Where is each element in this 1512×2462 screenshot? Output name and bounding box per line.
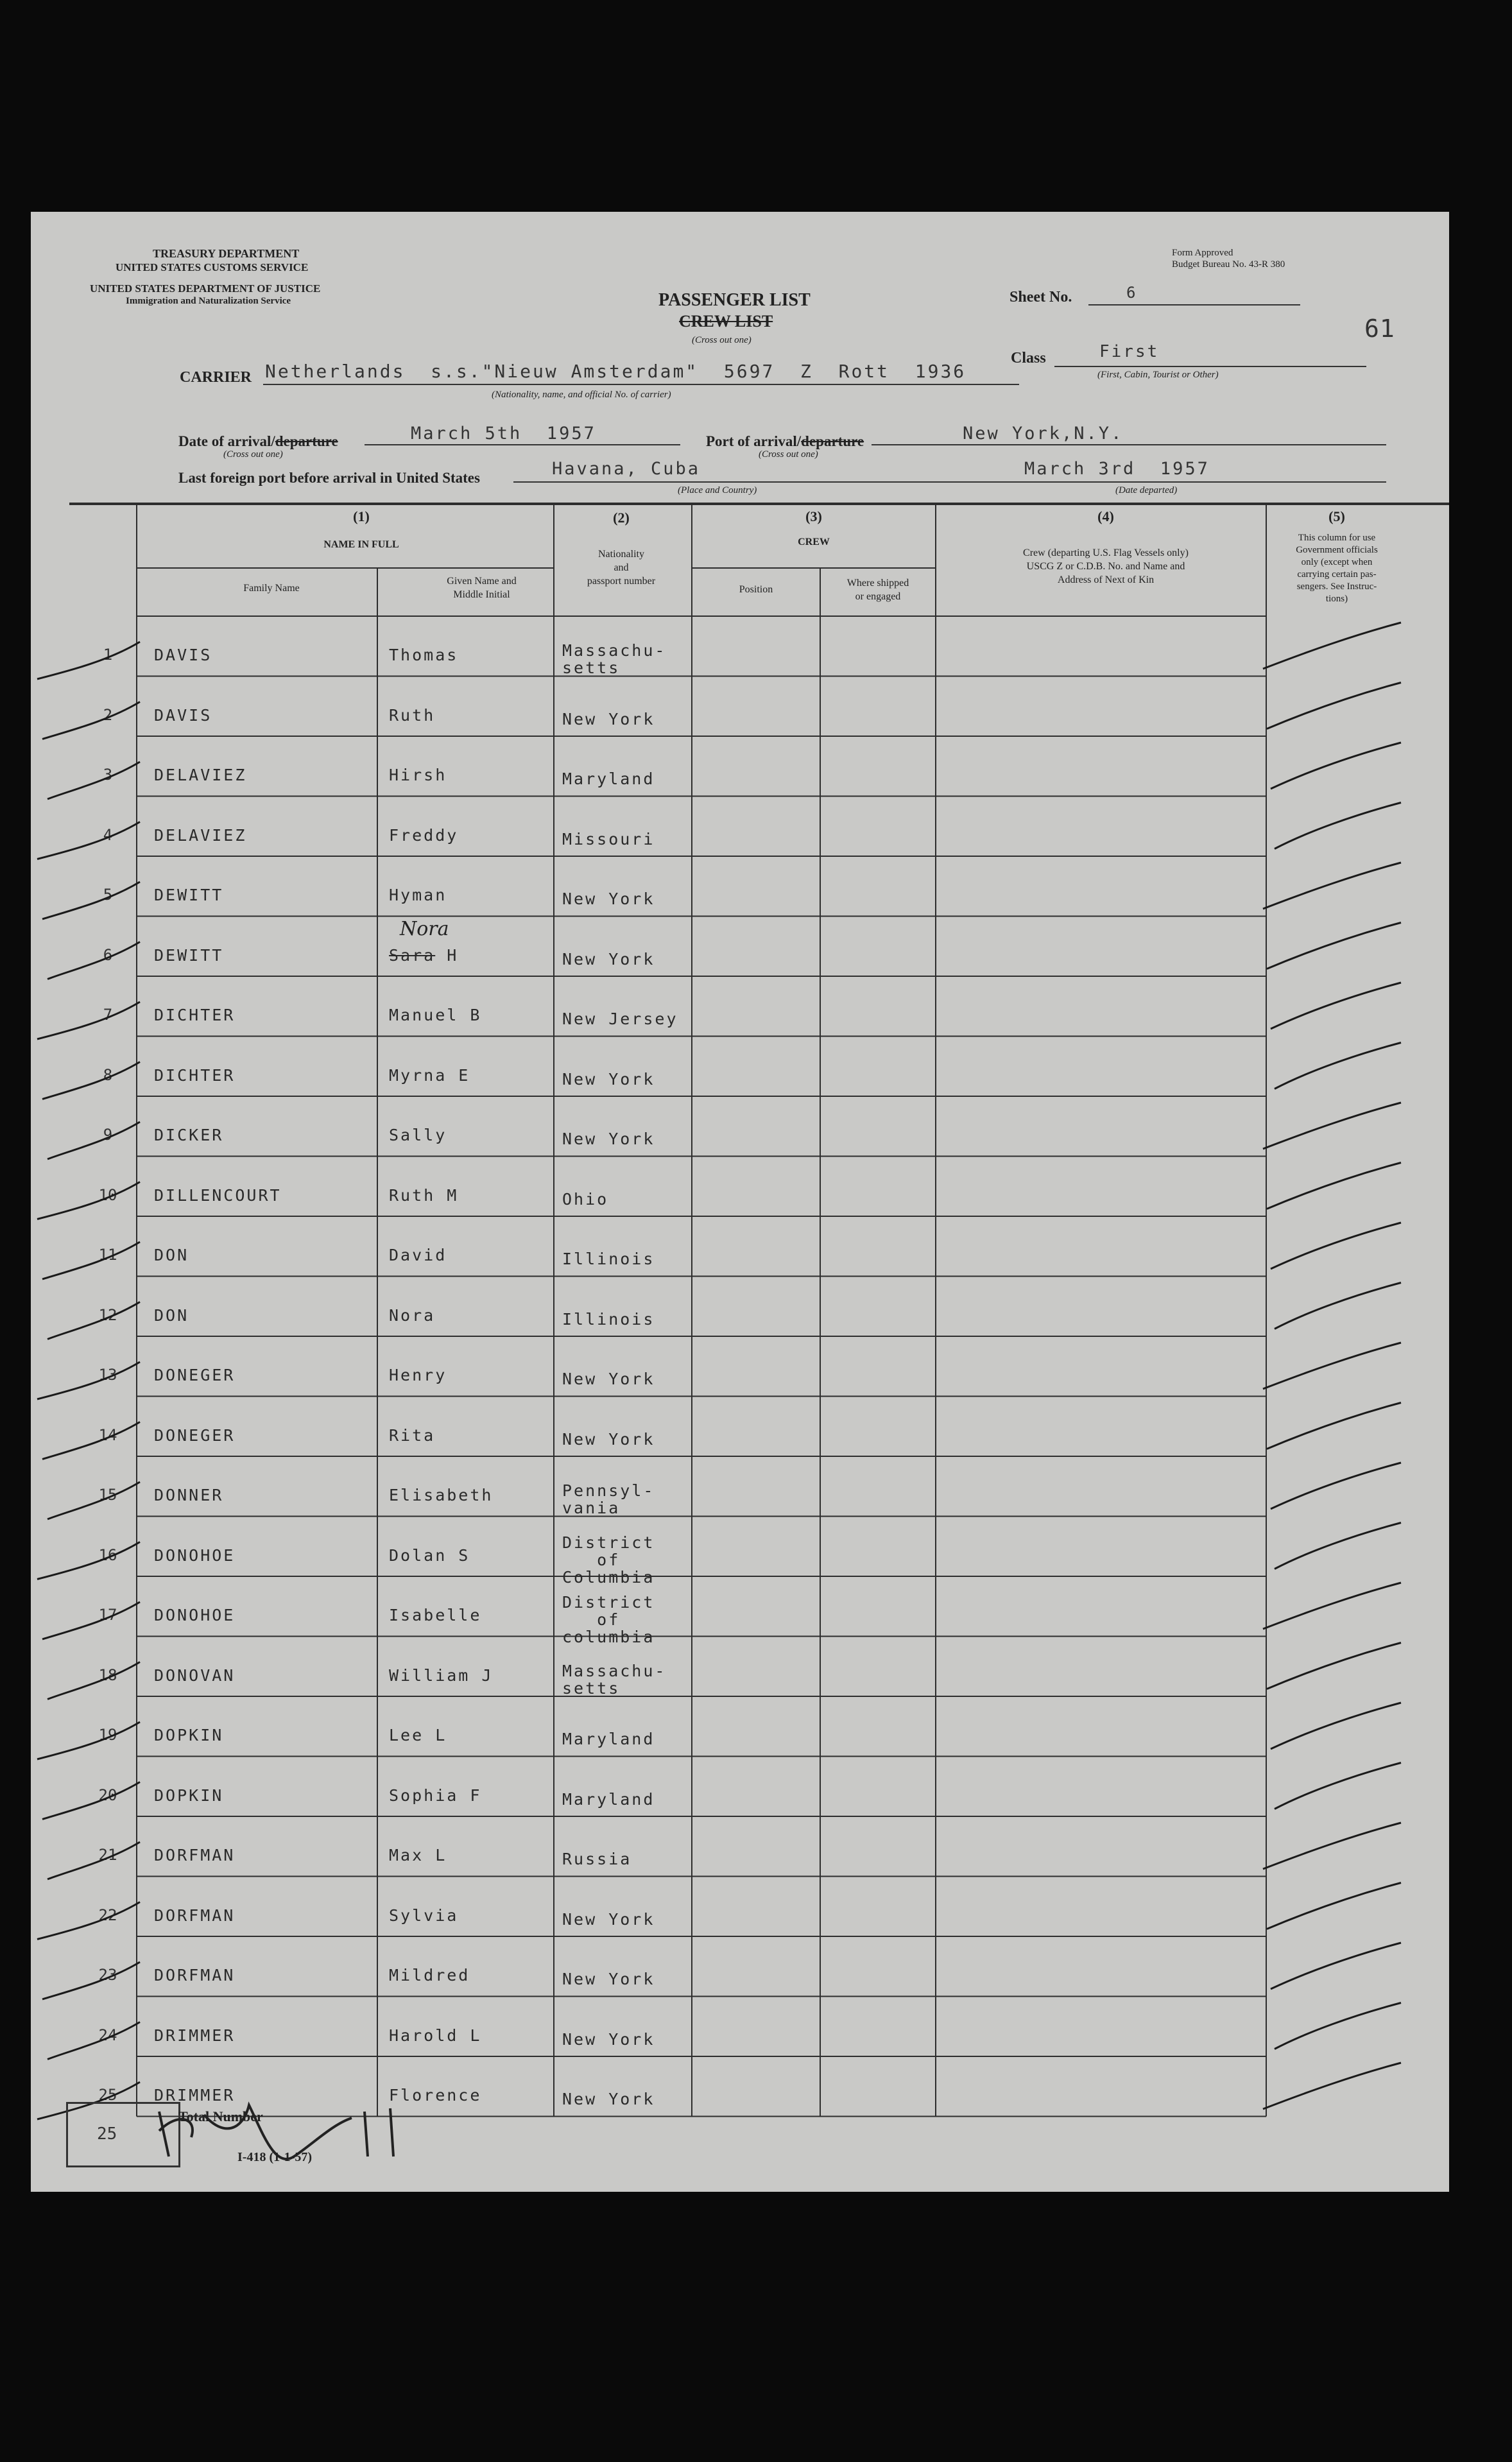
col5-number: (5) [1328, 508, 1345, 524]
title-passenger-list: PASSENGER LIST [658, 290, 811, 310]
family-name: DICHTER [154, 1065, 236, 1085]
nationality: New York [562, 890, 655, 908]
foreign-port-place-note: (Place and Country) [678, 485, 757, 495]
family-name: DORFMAN [154, 1906, 236, 1925]
agency-line-2: UNITED STATES CUSTOMS SERVICE [116, 261, 309, 273]
given-name: Manuel B [389, 1006, 482, 1024]
title-cross-out-note: (Cross out one) [692, 335, 752, 345]
given-name: Sally [389, 1126, 447, 1144]
nationality: Pennsyl- vania [562, 1481, 655, 1517]
family-name: DEWITT [154, 886, 224, 904]
family-name: DONEGER [154, 1366, 236, 1384]
arrival-date-label-a: Date of arrival/ [178, 433, 275, 449]
row-number: 7 [103, 1006, 113, 1024]
form-approved-line-2: Budget Bureau No. 43-R 380 [1172, 259, 1285, 270]
col-given-name-1: Given Name and [447, 576, 517, 587]
total-label: Total Number [178, 2108, 263, 2124]
row-number: 23 [98, 1966, 117, 1984]
col-family-name: Family Name [243, 583, 300, 594]
class-value: First [1099, 342, 1160, 361]
col-shipped-2: or engaged [855, 591, 901, 602]
row-number: 5 [103, 886, 113, 904]
sheet-label: Sheet No. [1009, 289, 1072, 306]
nationality: Massachu- setts [562, 1661, 667, 1698]
given-name: Ruth [389, 705, 436, 725]
foreign-port-date-note: (Date departed) [1115, 485, 1178, 495]
given-name: Nora [389, 1305, 436, 1325]
given-name: Lee L [389, 1726, 447, 1744]
row-number: 20 [98, 1786, 117, 1804]
nationality: New York [562, 949, 655, 968]
form-approved-line-1: Form Approved [1172, 248, 1233, 258]
nationality: Massachu- setts [562, 641, 667, 677]
given-name: Elisabeth [389, 1486, 494, 1504]
row-number: 12 [98, 1305, 117, 1324]
class-note: (First, Cabin, Tourist or Other) [1097, 370, 1219, 380]
col5-line1: This column for use [1298, 533, 1376, 543]
given-name: Isabelle [389, 1606, 482, 1624]
nationality: New York [562, 1429, 655, 1449]
col5-line4: carrying certain pas- [1297, 569, 1377, 580]
nationality: District of columbia [562, 1593, 655, 1646]
class-label: Class [1011, 350, 1046, 366]
given-name: Hyman [389, 886, 447, 904]
nationality: Maryland [562, 1789, 655, 1809]
col-position: Position [739, 584, 773, 595]
nationality: Russia [562, 1850, 632, 1868]
family-name: DONOHOE [154, 1606, 236, 1624]
nationality: Illinois [562, 1250, 655, 1268]
nationality: Missouri [562, 829, 655, 848]
col2-line2: and [614, 562, 629, 573]
family-name: DOPKIN [154, 1726, 224, 1744]
given-name: Myrna E [389, 1065, 470, 1085]
row-number: 1 [103, 646, 113, 664]
title-crew-list: CREW LIST [679, 312, 773, 331]
form-number: I-418 (1-1-57) [237, 2150, 313, 2164]
handwritten-correction: Nora [400, 918, 449, 940]
row-number: 9 [103, 1126, 113, 1144]
agency-line-1: TREASURY DEPARTMENT [153, 247, 300, 260]
family-name: DON [154, 1246, 189, 1264]
row-number: 24 [98, 2026, 117, 2044]
given-name: Sylvia [389, 1906, 459, 1925]
given-name: Freddy [389, 825, 459, 845]
agency-line-4: Immigration and Naturalization Service [126, 296, 291, 306]
col4-line3: Address of Next of Kin [1057, 574, 1155, 585]
family-name: DONOVAN [154, 1666, 236, 1685]
nationality: New York [562, 2090, 655, 2108]
col1-title: NAME IN FULL [323, 539, 399, 550]
nationality: New Jersey [562, 1010, 678, 1028]
row-number: 17 [98, 1606, 117, 1624]
total-box [66, 2102, 180, 2167]
nationality: Illinois [562, 1309, 655, 1329]
family-name: DRIMMER [154, 2026, 236, 2045]
family-name: DON [154, 1305, 189, 1325]
col5-line2: Government officials [1296, 545, 1378, 555]
nationality: Maryland [562, 1730, 655, 1748]
col5-line6: tions) [1325, 594, 1348, 604]
row-number: 8 [103, 1065, 113, 1084]
family-name: DICHTER [154, 1006, 236, 1024]
row-number: 11 [98, 1246, 117, 1264]
nationality: New York [562, 709, 655, 728]
family-name: DRIMMER [154, 2086, 236, 2105]
given-name: Dolan S [389, 1545, 470, 1565]
given-name: Thomas [389, 646, 459, 664]
nationality: New York [562, 1130, 655, 1148]
given-name: Hirsh [389, 766, 447, 784]
row-number: 15 [98, 1486, 117, 1504]
given-name: Mildred [389, 1966, 470, 1984]
sheet-value: 6 [1126, 284, 1138, 302]
arrival-port-cross-out: (Cross out one) [759, 449, 818, 460]
col-given-name-2: Middle Initial [453, 589, 510, 600]
nationality: Maryland [562, 770, 655, 788]
given-name: Rita [389, 1425, 436, 1445]
col2-line1: Nationality [598, 549, 644, 560]
row-number: 13 [98, 1366, 117, 1384]
row-number: 6 [103, 945, 113, 964]
row-number: 19 [98, 1726, 117, 1744]
family-name: DICKER [154, 1126, 224, 1144]
arrival-date-value: March 5th 1957 [411, 424, 596, 443]
given-name: David [389, 1246, 447, 1264]
given-name: Florence [389, 2086, 482, 2105]
given-name: Sara H [389, 945, 459, 965]
given-name: Harold L [389, 2026, 482, 2045]
given-name: Ruth M [389, 1185, 459, 1205]
arrival-port-value: New York,N.Y. [963, 424, 1124, 443]
col5-line5: sengers. See Instruc- [1296, 581, 1377, 592]
given-name: Henry [389, 1366, 447, 1384]
nationality: New York [562, 1909, 655, 1929]
nationality: District of Columbia [562, 1533, 655, 1587]
foreign-port-value: Havana, Cuba [552, 459, 701, 479]
foreign-port-date-value: March 3rd 1957 [1024, 459, 1210, 479]
nationality: Ohio [562, 1189, 609, 1209]
col5-line3: only (except when [1301, 557, 1373, 567]
family-name: DORFMAN [154, 1846, 236, 1864]
row-number: 4 [103, 825, 113, 844]
nationality: New York [562, 2029, 655, 2049]
agency-line-3: UNITED STATES DEPARTMENT OF JUSTICE [90, 282, 321, 295]
family-name: DAVIS [154, 705, 212, 725]
row-number: 25 [98, 2086, 117, 2104]
col4-number: (4) [1097, 508, 1114, 524]
nationality: New York [562, 1069, 655, 1089]
arrival-date-label-b: departure [275, 433, 338, 449]
total-value: 25 [97, 2124, 117, 2144]
nationality: New York [562, 1970, 655, 1988]
col1-number: (1) [353, 508, 370, 524]
col-shipped-1: Where shipped [846, 578, 909, 589]
row-number: 10 [98, 1185, 117, 1204]
col4-line2: USCG Z or C.D.B. No. and Name and [1026, 561, 1185, 572]
family-name: DEWITT [154, 945, 224, 965]
carrier-label: CARRIER [180, 369, 252, 386]
family-name: DONEGER [154, 1425, 236, 1445]
family-name: DONOHOE [154, 1545, 236, 1565]
row-number: 2 [103, 705, 113, 724]
row-number: 16 [98, 1545, 117, 1564]
col2-line3: passport number [587, 576, 656, 587]
foreign-port-label: Last foreign port before arrival in United States [178, 470, 480, 486]
row-number: 22 [98, 1906, 117, 1924]
manifest-sheet [31, 212, 1449, 2192]
given-name: Max L [389, 1846, 447, 1864]
row-number: 21 [98, 1846, 117, 1864]
arrival-port-label-a: Port of arrival/ [706, 433, 802, 449]
row-number: 3 [103, 766, 113, 784]
carrier-value: Netherlands s.s."Nieuw Amsterdam" 5697 Z Rott 1936 [265, 361, 966, 382]
page-number: 61 [1364, 314, 1395, 343]
row-number: 18 [98, 1666, 117, 1684]
family-name: DORFMAN [154, 1966, 236, 1984]
nationality: New York [562, 1370, 655, 1388]
col3-title: CREW [798, 537, 830, 547]
family-name: DOPKIN [154, 1786, 224, 1805]
arrival-date-cross-out: (Cross out one) [223, 449, 283, 460]
arrival-port-label-b: departure [801, 433, 864, 449]
row-number: 14 [98, 1425, 117, 1444]
carrier-note: (Nationality, name, and official No. of carrier) [492, 390, 671, 400]
col3-number: (3) [805, 508, 822, 524]
col2-number: (2) [613, 510, 630, 526]
family-name: DILLENCOURT [154, 1185, 282, 1205]
family-name: DELAVIEZ [154, 825, 247, 845]
family-name: DAVIS [154, 646, 212, 664]
family-name: DELAVIEZ [154, 766, 247, 784]
col4-line1: Crew (departing U.S. Flag Vessels only) [1023, 547, 1189, 558]
given-name: William J [389, 1666, 494, 1685]
family-name: DONNER [154, 1486, 224, 1504]
given-name: Sophia F [389, 1786, 482, 1805]
